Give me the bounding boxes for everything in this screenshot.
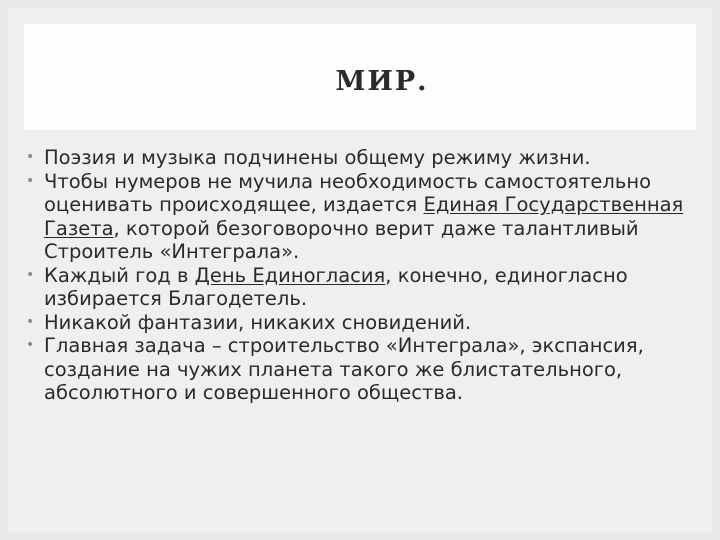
slide-title: МИР. (335, 66, 429, 97)
bullet-item (26, 311, 698, 335)
bullet-item (26, 146, 698, 170)
unanimity-day-link[interactable]: День Единогласия (194, 263, 386, 287)
bullet-icon: • (26, 149, 35, 165)
slide (8, 8, 712, 532)
bullet-text: Главная задача – строительство «Интеграла», экспансия, создание на чужих планета такого же блистательного, абсолютного и совершенного общества. (44, 334, 644, 404)
bullet-item (26, 334, 698, 405)
bullet-list (26, 146, 698, 405)
bullet-icon: • (26, 313, 35, 330)
bullet-text: Каждый год в (44, 263, 195, 287)
title-box (24, 24, 696, 130)
bullet-item (26, 264, 698, 311)
bullet-text: , конечно, единогласно избирается Благодетель. (44, 263, 628, 310)
bullet-text: Поэзия и музыка подчинены общему режиму жизни. (44, 146, 591, 169)
bullet-icon: • (26, 172, 35, 189)
bullet-item (26, 170, 698, 264)
bullet-text: , которой безоговорочно верит даже талантливый Строитель «Интеграла». (44, 216, 639, 263)
bullet-icon: • (26, 266, 35, 283)
bullet-icon: • (26, 337, 35, 353)
bullet-text: Никакой фантазии, никаких сновидений. (44, 310, 472, 334)
newspaper-link[interactable]: Единая Государственная Газета (44, 193, 684, 240)
bullet-text: Чтобы нумеров не мучила необходимость самостоятельно оценивать происходящее, издается (44, 169, 652, 216)
